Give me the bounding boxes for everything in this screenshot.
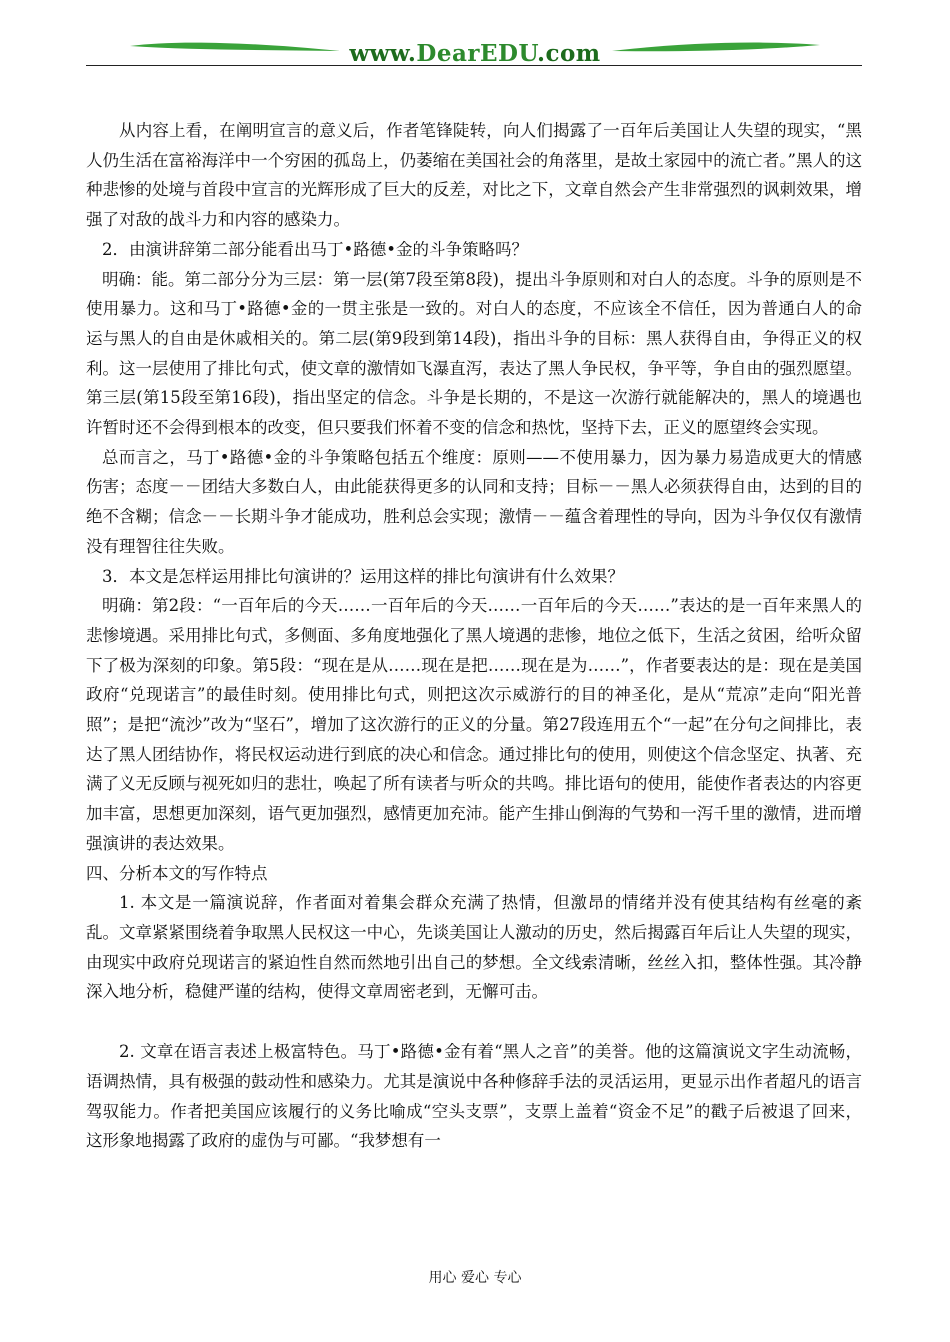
logo-dearedu: DearEDU: [416, 40, 537, 67]
page-header: [0, 0, 950, 80]
section-heading-writing-features: 四、分析本文的写作特点: [86, 863, 268, 883]
header-divider: [86, 65, 862, 66]
logo-www: www.: [349, 40, 417, 67]
logo-com: .com: [536, 40, 601, 67]
spacer: [86, 1007, 862, 1037]
question-3: 3．本文是怎样运用排比句演讲的？运用这样的排比句演讲有什么效果？: [102, 566, 624, 586]
paragraph-content-analysis: 从内容上看，在阐明宣言的意义后，作者笔锋陡转，向人们揭露了一百年后美国让人失望的现实，“黑人仍生活在富裕海洋中一个穷困的孤岛上，仍萎缩在美国社会的角落里，是故土家园中的流亡者。”黑人的这种悲惨的处境与首段中宣言的光辉形成了巨大的反差，对比之下，文章自然会产生非常强烈的讽刺效果，增强了对敌的战斗力和内容的感染力。: [86, 121, 862, 230]
document-body: [86, 116, 862, 1156]
answer-3: 明确：第2段：“一百年后的今天……一百年后的今天……一百年后的今天……”表达的是一百年来黑人的悲惨境遇。采用排比句式，多侧面、多角度地强化了黑人境遇的悲惨，地位之低下，生活之贫困，给听众留下了极为深刻的印象。第5段：“现在是从……现在是把……现在是为……”，作者要表达的是：现在是美国政府“兑现诺言”的最佳时刻。使用排比句式，则把这次示威游行的目的神圣化，是从“荒凉”走向“阳光普照”；是把“流沙”改为“坚石”，增加了这次游行的正义的分量。第27段连用五个“一起”在分句之间排比，表达了黑人团结协作，将民权运动进行到底的决心和信念。通过排比句的使用，则使这个信念坚定、执著、充满了义无反顾与视死如归的悲壮，唤起了所有读者与听众的共鸣。排比语句的使用，能使作者表达的内容更加丰富，思想更加深刻，语气更加强烈，感情更加充沛。能产生排山倒海的气势和一泻千里的激情，进而增强演讲的表达效果。: [86, 596, 862, 853]
answer-2: 明确：能。第二部分分为三层：第一层(第7段至第8段)，提出斗争原则和对白人的态度。斗争的原则是不使用暴力。这和马丁•路德•金的一贯主张是一致的。对白人的态度，不应该全不信任，因为普通白人的命运与黑人的自由是休戚相关的。第二层(第9段到第14段)，指出斗争的目标：黑人获得自由，争得正义的权利。这一层使用了排比句式，使文章的激情如飞瀑直泻，表达了黑人争民权，争平等，争自由的强烈愿望。第三层(第15段至第16段)，指出坚定的信念。斗争是长期的，不是这一次游行就能解决的，黑人的境遇也许暂时还不会得到根本的改变，但只要我们怀着不变的信念和热忱，坚持下去，正义的愿望终会实现。: [86, 269, 862, 438]
site-logo-text[interactable]: [0, 40, 950, 67]
question-2: 2．由演讲辞第二部分能看出马丁•路德•金的斗争策略吗？: [102, 239, 528, 259]
page-footer: 用心 爱心 专心: [428, 1270, 522, 1286]
paragraph-summary: 总而言之，马丁•路德•金的斗争策略包括五个维度：原则——不使用暴力，因为暴力易造成更大的情感伤害；态度－－团结大多数白人，由此能获得更多的认同和支持；目标－－黑人必须获得自由，达到的目的绝不含糊；信念－－长期斗争才能成功，胜利总会实现；激情－－蕴含着理性的导向，因为斗争仅仅有激情没有理智往往失败。: [86, 447, 862, 556]
feature-1: 1. 本文是一篇演说辞，作者面对着集会群众充满了热情，但激昂的情绪并没有使其结构有丝毫的紊乱。文章紧紧围绕着争取黑人民权这一中心，先谈美国让人激动的历史，然后揭露百年后让人失望的现实，由现实中政府兑现诺言的紧迫性自然而然地引出自己的梦想。全文线索清晰，丝丝入扣，整体性强。其冷静深入地分析，稳健严谨的结构，使得文章周密老到，无懈可击。: [86, 893, 862, 1002]
feature-2: 2. 文章在语言表述上极富特色。马丁•路德•金有着“黑人之音”的美誉。他的这篇演说文字生动流畅，语调热情，具有极强的鼓动性和感染力。尤其是演说中各种修辞手法的灵活运用，更显示出作者超凡的语言驾驭能力。作者把美国应该履行的义务比喻成“空头支票”，支票上盖着“资金不足”的戳子后被退了回来，这形象地揭露了政府的虚伪与可鄙。“我梦想有一: [86, 1042, 862, 1151]
